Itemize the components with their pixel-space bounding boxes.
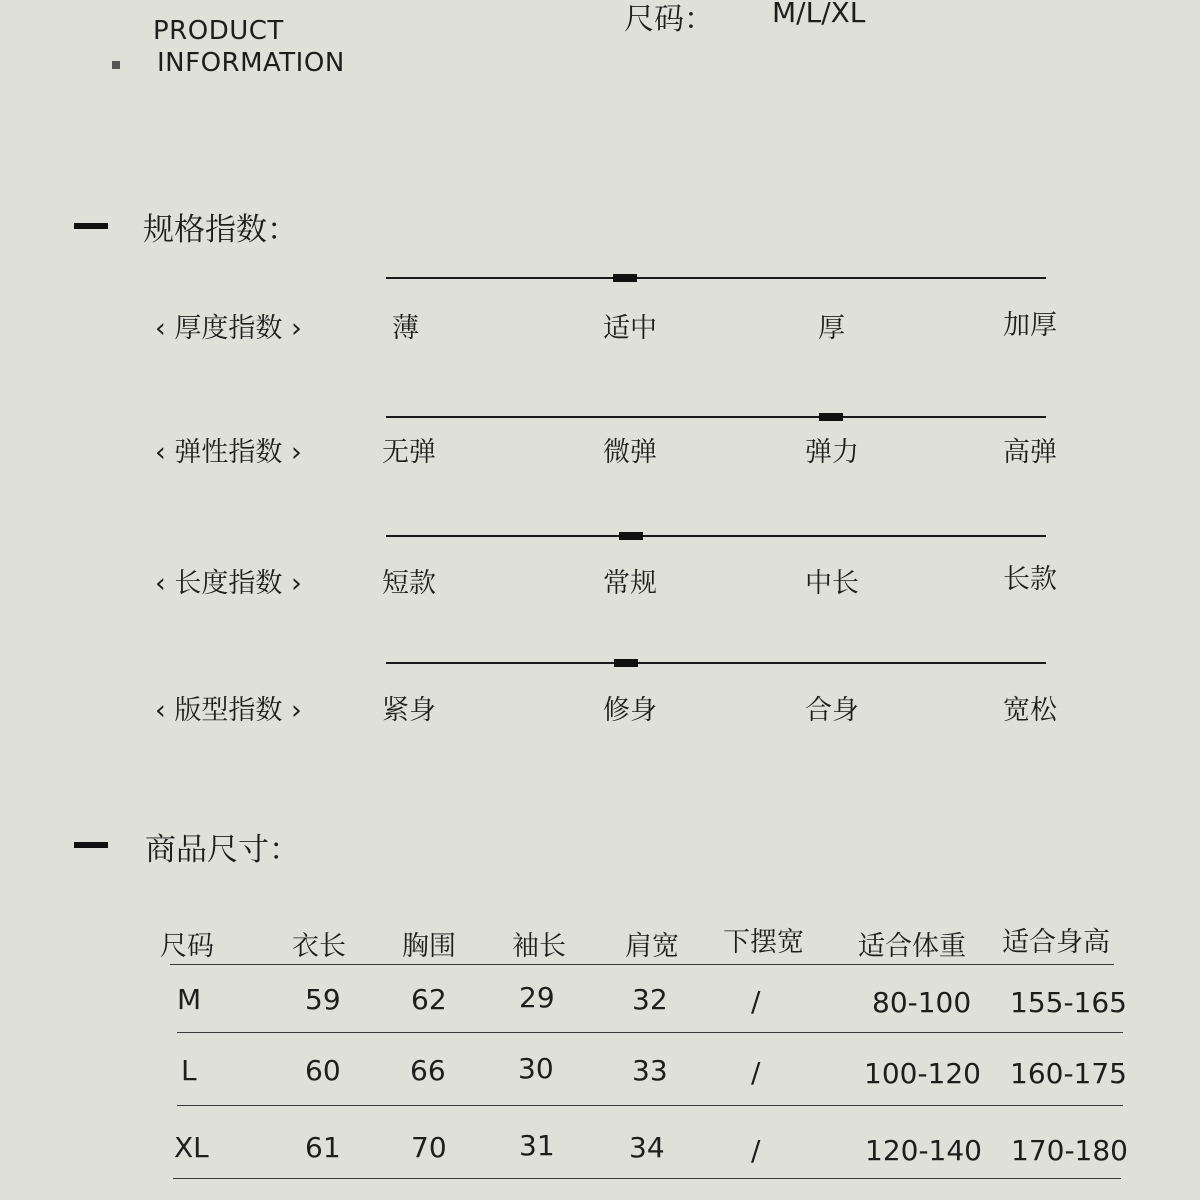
spec-level: 长款 — [1003, 564, 1057, 595]
spec-marker-fit — [614, 659, 638, 667]
table-divider — [177, 1105, 1123, 1106]
spec-level: 适中 — [603, 313, 657, 344]
table-header-cell: 衣长 — [292, 931, 346, 962]
size-section-title: 商品尺寸： — [145, 832, 300, 868]
table-cell: 155-165 — [1010, 986, 1127, 1019]
table-cell: 31 — [519, 1129, 555, 1162]
spec-level: 无弹 — [382, 437, 436, 468]
spec-scale-fit — [386, 662, 1046, 664]
table-cell: / — [751, 1056, 761, 1089]
spec-level: 高弹 — [1003, 437, 1057, 468]
table-cell-size: XL — [174, 1131, 209, 1164]
spec-label-fit: ‹ 版型指数 › — [155, 695, 302, 726]
spec-level: 薄 — [392, 313, 419, 344]
table-cell: 80-100 — [872, 986, 972, 1019]
table-header-cell: 肩宽 — [625, 931, 679, 962]
spec-level: 修身 — [603, 695, 657, 726]
section-dash-icon — [74, 842, 108, 848]
table-cell: 61 — [305, 1131, 341, 1164]
spec-label-thickness: ‹ 厚度指数 › — [155, 313, 302, 344]
spec-scale-elasticity — [386, 416, 1046, 418]
spec-level: 厚 — [818, 313, 845, 344]
spec-level: 短款 — [382, 568, 436, 599]
table-cell: 33 — [632, 1054, 668, 1087]
bullet-square-icon — [112, 61, 120, 69]
spec-level: 紧身 — [382, 695, 436, 726]
table-cell: 170-180 — [1011, 1134, 1128, 1167]
product-info-line1: PRODUCT — [153, 16, 284, 46]
spec-scale-length — [386, 535, 1046, 537]
spec-level: 常规 — [603, 568, 657, 599]
spec-level: 弹力 — [805, 437, 859, 468]
section-dash-icon — [74, 223, 108, 229]
table-cell: 66 — [410, 1054, 446, 1087]
table-divider — [177, 1032, 1123, 1033]
table-cell: 70 — [411, 1131, 447, 1164]
spec-label-length: ‹ 长度指数 › — [155, 568, 302, 599]
spec-marker-length — [619, 532, 643, 540]
product-info-line2: INFORMATION — [157, 48, 345, 78]
table-header-cell: 适合身高 — [1002, 927, 1110, 958]
table-header-cell: 适合体重 — [858, 931, 966, 962]
table-header-cell: 下摆宽 — [723, 927, 804, 958]
spec-level: 宽松 — [1003, 695, 1057, 726]
size-value: M/L/XL — [772, 0, 866, 29]
size-label: 尺码： — [624, 2, 714, 37]
table-cell-size: L — [181, 1054, 197, 1087]
table-cell: / — [751, 1134, 761, 1167]
table-cell: 160-175 — [1010, 1057, 1127, 1090]
spec-marker-elasticity — [819, 413, 843, 421]
table-cell: 34 — [629, 1131, 665, 1164]
table-cell: 30 — [518, 1052, 554, 1085]
table-cell: 120-140 — [865, 1134, 982, 1167]
table-cell: 62 — [411, 983, 447, 1016]
table-cell-size: M — [177, 983, 202, 1016]
spec-scale-thickness — [386, 277, 1046, 279]
table-divider — [170, 964, 1114, 965]
table-cell: 100-120 — [864, 1057, 981, 1090]
table-header-cell: 尺码 — [160, 931, 214, 962]
spec-section-title: 规格指数： — [143, 212, 298, 248]
table-cell: / — [751, 985, 761, 1018]
spec-level: 合身 — [805, 695, 859, 726]
table-cell: 29 — [519, 981, 555, 1014]
table-header-cell: 胸围 — [402, 931, 456, 962]
spec-level: 微弹 — [603, 437, 657, 468]
spec-marker-thickness — [613, 274, 637, 282]
table-header-cell: 袖长 — [512, 931, 566, 962]
spec-level: 中长 — [805, 568, 859, 599]
spec-label-elasticity: ‹ 弹性指数 › — [155, 437, 302, 468]
table-divider — [173, 1178, 1121, 1179]
table-cell: 60 — [305, 1054, 341, 1087]
table-cell: 32 — [632, 983, 668, 1016]
spec-level: 加厚 — [1003, 310, 1057, 341]
table-cell: 59 — [305, 983, 341, 1016]
